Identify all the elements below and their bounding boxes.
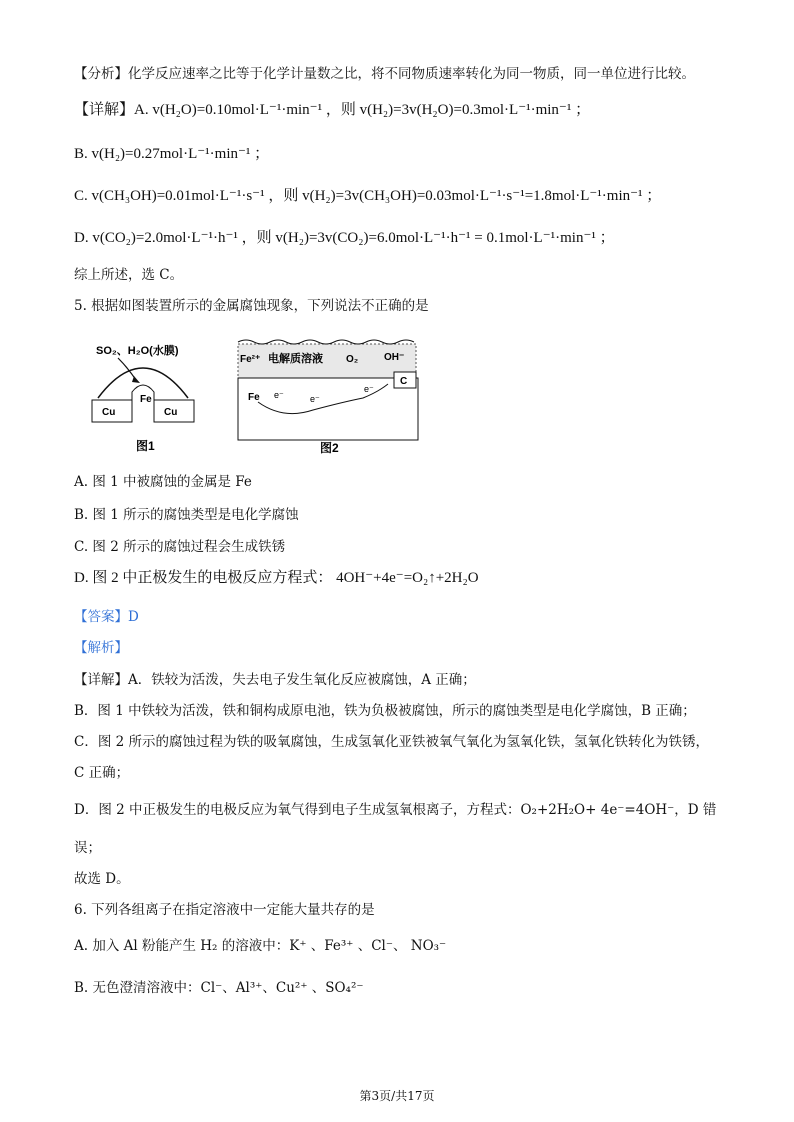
explain-d-2: 误； (74, 840, 101, 856)
option-6b: B. 无色澄清溶液中：Cl⁻、Al³⁺、Cu²⁺ 、SO₄²⁻ (74, 980, 364, 996)
fig2-caption: 图2 (320, 441, 339, 455)
fig1-water-film-label: SO₂、H₂O(水膜) (96, 345, 179, 357)
explain-c-2: C 正确； (74, 765, 130, 781)
corrosion-figure (88, 328, 428, 458)
corrosion-diagram (88, 328, 428, 458)
explain-d-1: D．图 2 中正极发生的电极反应为氧气得到电子生成氢氧根离子，方程式：O₂+2H₂O+ 4e⁻=4OH⁻，D 错 (74, 802, 717, 818)
question-6: 6. 下列各组离子在指定溶液中一定能大量共存的是 (74, 902, 375, 918)
line-detail-a (74, 100, 734, 120)
answer-label: 【答案】D (74, 609, 139, 625)
analysis-label: 【解析】 (74, 640, 128, 656)
fig2-e3-label: e⁻ (364, 384, 374, 394)
fig2-c-label: C (400, 376, 408, 387)
option-6a: A. 加入 Al 粉能产生 H₂ 的溶液中：K⁺ 、Fe³⁺ 、Cl⁻、 NO₃⁻ (74, 938, 447, 954)
fig2-o2-label: O₂ (346, 354, 359, 365)
detail-a-equation: v(H₂O)=0.10mol·L⁻¹·min⁻¹ ，则 v(H₂)=3v(H₂O)=0.3mol·L⁻¹·min⁻¹ ； (152, 102, 591, 118)
fig1-cu-right-label: Cu (164, 407, 178, 418)
fig2-e2-label: e⁻ (310, 394, 320, 404)
explain-b: B．图 1 中铁较为活泼，铁和铜构成原电池，铁为负极被腐蚀，所示的腐蚀类型是电化学腐蚀，B 正确； (74, 703, 696, 719)
fig2-solution-label: 电解质溶液 (268, 353, 323, 365)
line-b: B. v(H₂)=0.27mol·L⁻¹·min⁻¹ ； (74, 146, 270, 162)
choose-d: 故选 D。 (74, 871, 130, 887)
fig1-caption: 图1 (136, 439, 155, 453)
fig2-fe-label: Fe (248, 392, 260, 403)
line-d: D. v(CO₂)=2.0mol·L⁻¹·h⁻¹ ，则 v(H₂)=3v(CO₂)=6.0mol·L⁻¹·h⁻¹ = 0.1mol·L⁻¹·min⁻¹ ； (74, 230, 615, 246)
explain-a: 【详解】A．铁较为活泼，失去电子发生氧化反应被腐蚀，A 正确； (74, 672, 476, 688)
line-analysis: 【分析】化学反应速率之比等于化学计量数之比，将不同物质速率转化为同一物质，同一单位进行比较。 (74, 66, 695, 82)
fig2-e1-label: e⁻ (274, 390, 284, 400)
option-5c: C. 图 2 所示的腐蚀过程会生成铁锈 (74, 539, 286, 555)
option-5a: A. 图 1 中被腐蚀的金属是 Fe (74, 474, 252, 490)
fig2-oh-label: OH⁻ (384, 352, 405, 363)
figure-2 (238, 340, 418, 455)
option-5b: B. 图 1 所示的腐蚀类型是电化学腐蚀 (74, 507, 299, 523)
line-summary: 综上所述，选 C。 (74, 267, 184, 283)
fig2-fe2-label: Fe²⁺ (240, 354, 261, 365)
page-footer: 第3页/共17页 (359, 1089, 435, 1103)
fig1-cu-left-label: Cu (102, 407, 116, 418)
question-5: 5. 根据如图装置所示的金属腐蚀现象，下列说法不正确的是 (74, 298, 429, 314)
option-5d: D. 图 2 中正极发生的电极反应方程式： 4OH⁻+4e⁻=O₂↑+2H₂O (74, 570, 479, 586)
fig1-fe-label: Fe (140, 394, 152, 405)
figure-1 (92, 343, 194, 453)
explain-c-1: C．图 2 所示的腐蚀过程为铁的吸氧腐蚀，生成氢氧化亚铁被氧气氧化为氢氧化铁，氢氧化铁转化为铁锈， (74, 734, 709, 750)
detail-label: 【详解】A. (74, 102, 153, 118)
line-c: C. v(CH₃OH)=0.01mol·L⁻¹·s⁻¹ ，则 v(H₂)=3v(CH₃OH)=0.03mol·L⁻¹·s⁻¹=1.8mol·L⁻¹·min⁻¹ ； (74, 188, 662, 204)
